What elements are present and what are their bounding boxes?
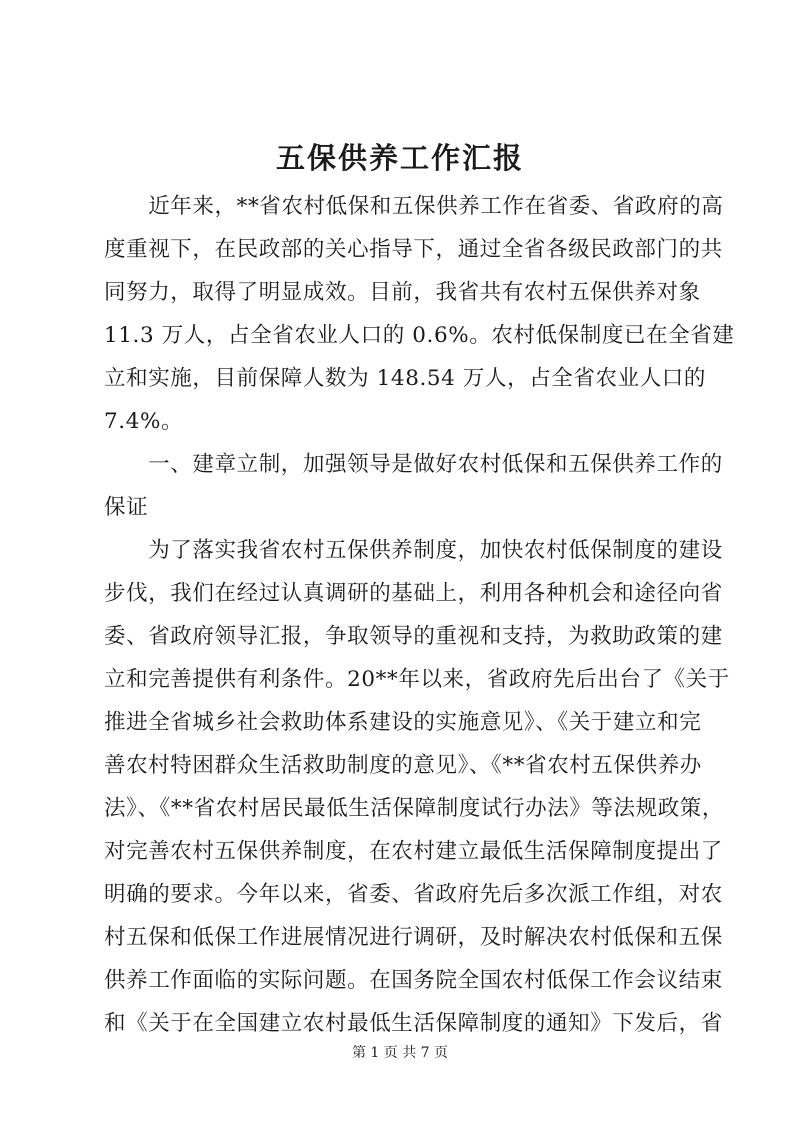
body-line: 对完善农村五保供养制度，在农村建立最低生活保障制度提出了: [104, 839, 723, 864]
section-heading-line: 保证: [104, 495, 149, 520]
page-number-footer: 第 1 页 共 7 页: [351, 1045, 449, 1061]
document-title: 五保供养工作汇报: [275, 141, 524, 175]
body-line: 村五保和低保工作进展情况进行调研，及时解决农村低保和五保: [104, 925, 723, 950]
body-line: 11.3 万人，占全省农业人口的 0.6%。农村低保制度已在全省建: [104, 323, 735, 348]
body-line: 步伐，我们在经过认真调研的基础上，利用各种机会和途径向省: [104, 581, 723, 606]
body-line: 7.4%。: [104, 409, 184, 434]
body-line: 度重视下，在民政部的关心指导下，通过全省各级民政部门的共: [104, 237, 723, 262]
section-heading-line: 一、建章立制，加强领导是做好农村低保和五保供养工作的: [104, 452, 723, 477]
body-line: 善农村特困群众生活救助制度的意见》、《**省农村五保供养办: [104, 753, 702, 778]
body-line: 近年来，**省农村低保和五保供养工作在省委、省政府的高: [104, 194, 724, 219]
body-line: 法》、《**省农村居民最低生活保障制度试行办法》等法规政策，: [104, 796, 725, 821]
body-line: 立和实施，目前保障人数为 148.54 万人，占全省农业人口的: [104, 366, 706, 391]
body-line: 和《关于在全国建立农村最低生活保障制度的通知》下发后，省: [104, 1011, 723, 1036]
body-line: 为了落实我省农村五保供养制度，加快农村低保制度的建设: [104, 538, 723, 563]
body-line: 供养工作面临的实际问题。在国务院全国农村低保工作会议结束: [104, 968, 723, 993]
body-line: 同努力，取得了明显成效。目前，我省共有农村五保供养对象: [104, 280, 701, 305]
body-line: 明确的要求。今年以来，省委、省政府先后多次派工作组，对农: [104, 882, 723, 907]
body-line: 推进全省城乡社会救助体系建设的实施意见》、《关于建立和完: [104, 710, 702, 735]
body-line: 委、省政府领导汇报，争取领导的重视和支持，为救助政策的建: [104, 624, 723, 649]
body-line: 立和完善提供有利条件。20**年以来，省政府先后出台了《关于: [104, 667, 730, 692]
